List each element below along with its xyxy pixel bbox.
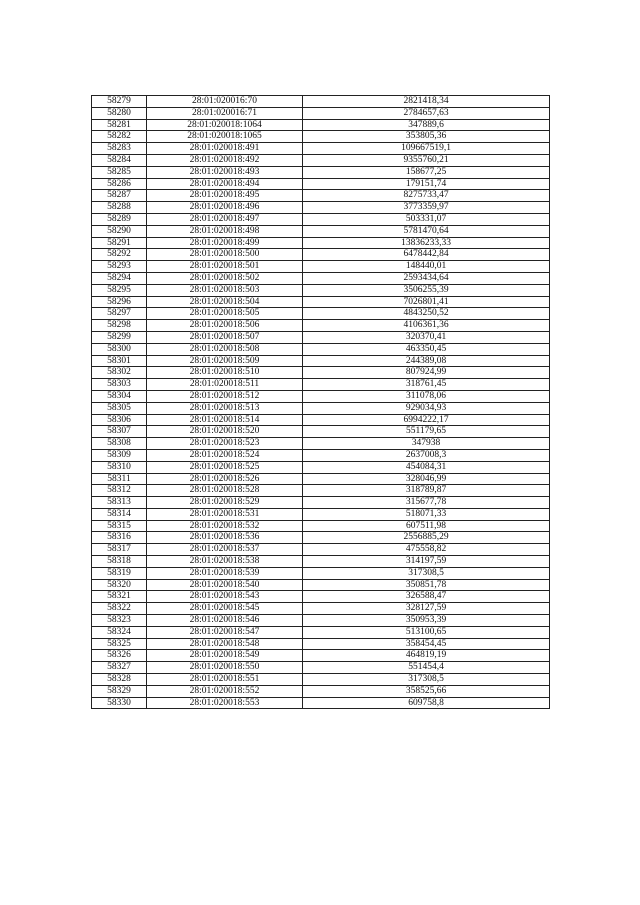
table-row — [92, 615, 550, 627]
cadastral-number-cell: 28:01:020018:531 — [147, 508, 303, 520]
value-cell: 5781470,64 — [303, 225, 550, 237]
cadastral-number-cell: 28:01:020018:503 — [147, 284, 303, 296]
value-cell: 347938 — [303, 438, 550, 450]
cadastral-number-cell: 28:01:020018:492 — [147, 154, 303, 166]
value-cell: 158677,25 — [303, 166, 550, 178]
table-row — [92, 438, 550, 450]
table-row — [92, 402, 550, 414]
table-row — [92, 119, 550, 131]
cadastral-number-cell: 28:01:020018:532 — [147, 520, 303, 532]
table-body — [92, 96, 550, 709]
cadastral-number-cell: 28:01:020018:524 — [147, 449, 303, 461]
value-cell: 518071,33 — [303, 508, 550, 520]
value-cell: 2556885,29 — [303, 532, 550, 544]
cadastral-number-cell: 28:01:020018:508 — [147, 343, 303, 355]
row-number-cell: 58314 — [92, 508, 147, 520]
cadastral-number-cell: 28:01:020018:525 — [147, 461, 303, 473]
value-cell: 318789,87 — [303, 485, 550, 497]
table-row — [92, 426, 550, 438]
value-cell: 464819,19 — [303, 650, 550, 662]
cadastral-number-cell: 28:01:020018:551 — [147, 674, 303, 686]
table-row — [92, 331, 550, 343]
cadastral-number-cell: 28:01:020018:553 — [147, 697, 303, 709]
cadastral-number-cell: 28:01:020018:499 — [147, 237, 303, 249]
row-number-cell: 58281 — [92, 119, 147, 131]
table-row — [92, 461, 550, 473]
value-cell: 4843250,52 — [303, 308, 550, 320]
table-row — [92, 662, 550, 674]
row-number-cell: 58315 — [92, 520, 147, 532]
cadastral-number-cell: 28:01:020018:548 — [147, 638, 303, 650]
row-number-cell: 58305 — [92, 402, 147, 414]
row-number-cell: 58282 — [92, 131, 147, 143]
table-row — [92, 178, 550, 190]
row-number-cell: 58306 — [92, 414, 147, 426]
cadastral-number-cell: 28:01:020018:538 — [147, 556, 303, 568]
cadastral-number-cell: 28:01:020018:514 — [147, 414, 303, 426]
table-row — [92, 567, 550, 579]
value-cell: 2784657,63 — [303, 107, 550, 119]
cadastral-number-cell: 28:01:020018:506 — [147, 320, 303, 332]
value-cell: 551179,65 — [303, 426, 550, 438]
row-number-cell: 58326 — [92, 650, 147, 662]
value-cell: 317308,5 — [303, 674, 550, 686]
table-row — [92, 697, 550, 709]
cadastral-number-cell: 28:01:020018:543 — [147, 591, 303, 603]
value-cell: 6478442,84 — [303, 249, 550, 261]
cadastral-number-cell: 28:01:020018:505 — [147, 308, 303, 320]
table-row — [92, 591, 550, 603]
cadastral-number-cell: 28:01:020018:545 — [147, 603, 303, 615]
table-row — [92, 131, 550, 143]
row-number-cell: 58308 — [92, 438, 147, 450]
table-row — [92, 626, 550, 638]
row-number-cell: 58303 — [92, 379, 147, 391]
value-cell: 13836233,33 — [303, 237, 550, 249]
table-row — [92, 96, 550, 108]
cadastral-number-cell: 28:01:020018:528 — [147, 485, 303, 497]
value-cell: 148440,01 — [303, 261, 550, 273]
table-row — [92, 674, 550, 686]
cadastral-number-cell: 28:01:020018:495 — [147, 190, 303, 202]
row-number-cell: 58287 — [92, 190, 147, 202]
value-cell: 347889,6 — [303, 119, 550, 131]
row-number-cell: 58324 — [92, 626, 147, 638]
row-number-cell: 58327 — [92, 662, 147, 674]
value-cell: 513100,65 — [303, 626, 550, 638]
cadastral-number-cell: 28:01:020018:494 — [147, 178, 303, 190]
value-cell: 109667519,1 — [303, 143, 550, 155]
row-number-cell: 58298 — [92, 320, 147, 332]
value-cell: 353805,36 — [303, 131, 550, 143]
row-number-cell: 58319 — [92, 567, 147, 579]
row-number-cell: 58321 — [92, 591, 147, 603]
value-cell: 244389,08 — [303, 355, 550, 367]
cadastral-number-cell: 28:01:020016:70 — [147, 96, 303, 108]
cadastral-number-cell: 28:01:020018:513 — [147, 402, 303, 414]
table-row — [92, 685, 550, 697]
cadastral-number-cell: 28:01:020018:510 — [147, 367, 303, 379]
value-cell: 6994222,17 — [303, 414, 550, 426]
cadastral-number-cell: 28:01:020018:552 — [147, 685, 303, 697]
value-cell: 551454,4 — [303, 662, 550, 674]
table-row — [92, 497, 550, 509]
table-row — [92, 237, 550, 249]
row-number-cell: 58329 — [92, 685, 147, 697]
cadastral-number-cell: 28:01:020018:529 — [147, 497, 303, 509]
cadastral-number-cell: 28:01:020018:549 — [147, 650, 303, 662]
value-cell: 609758,8 — [303, 697, 550, 709]
row-number-cell: 58291 — [92, 237, 147, 249]
table-row — [92, 249, 550, 261]
cadastral-number-cell: 28:01:020018:536 — [147, 532, 303, 544]
value-cell: 320370,41 — [303, 331, 550, 343]
value-cell: 358525,66 — [303, 685, 550, 697]
cadastral-number-cell: 28:01:020018:500 — [147, 249, 303, 261]
row-number-cell: 58284 — [92, 154, 147, 166]
cadastral-number-cell: 28:01:020018:493 — [147, 166, 303, 178]
table-row — [92, 225, 550, 237]
value-cell: 929034,93 — [303, 402, 550, 414]
cadastral-number-cell: 28:01:020018:504 — [147, 296, 303, 308]
table-row — [92, 367, 550, 379]
value-cell: 3506255,39 — [303, 284, 550, 296]
cadastral-number-cell: 28:01:020018:501 — [147, 261, 303, 273]
value-cell: 454084,31 — [303, 461, 550, 473]
cadastral-number-cell: 28:01:020018:502 — [147, 272, 303, 284]
row-number-cell: 58322 — [92, 603, 147, 615]
value-cell: 317308,5 — [303, 567, 550, 579]
table-row — [92, 143, 550, 155]
cadastral-number-cell: 28:01:020018:1065 — [147, 131, 303, 143]
row-number-cell: 58304 — [92, 390, 147, 402]
row-number-cell: 58289 — [92, 213, 147, 225]
table-row — [92, 272, 550, 284]
table-row — [92, 284, 550, 296]
row-number-cell: 58295 — [92, 284, 147, 296]
row-number-cell: 58288 — [92, 202, 147, 214]
value-cell: 9355760,21 — [303, 154, 550, 166]
value-cell: 807924,99 — [303, 367, 550, 379]
table-row — [92, 532, 550, 544]
row-number-cell: 58301 — [92, 355, 147, 367]
table-row — [92, 556, 550, 568]
table-row — [92, 296, 550, 308]
row-number-cell: 58310 — [92, 461, 147, 473]
table-row — [92, 579, 550, 591]
table-row — [92, 261, 550, 273]
row-number-cell: 58309 — [92, 449, 147, 461]
cadastral-value-table — [91, 95, 550, 709]
cadastral-number-cell: 28:01:020018:520 — [147, 426, 303, 438]
row-number-cell: 58297 — [92, 308, 147, 320]
table-row — [92, 650, 550, 662]
value-cell: 350953,39 — [303, 615, 550, 627]
row-number-cell: 58285 — [92, 166, 147, 178]
cadastral-number-cell: 28:01:020018:512 — [147, 390, 303, 402]
table-row — [92, 202, 550, 214]
cadastral-number-cell: 28:01:020018:498 — [147, 225, 303, 237]
value-cell: 475558,82 — [303, 544, 550, 556]
cadastral-number-cell: 28:01:020018:547 — [147, 626, 303, 638]
value-cell: 179151,74 — [303, 178, 550, 190]
row-number-cell: 58323 — [92, 615, 147, 627]
value-cell: 2821418,34 — [303, 96, 550, 108]
value-cell: 8275733,47 — [303, 190, 550, 202]
cadastral-number-cell: 28:01:020018:497 — [147, 213, 303, 225]
row-number-cell: 58317 — [92, 544, 147, 556]
table-row — [92, 343, 550, 355]
table-row — [92, 154, 550, 166]
value-cell: 315677,78 — [303, 497, 550, 509]
row-number-cell: 58280 — [92, 107, 147, 119]
row-number-cell: 58328 — [92, 674, 147, 686]
row-number-cell: 58325 — [92, 638, 147, 650]
cadastral-number-cell: 28:01:020018:496 — [147, 202, 303, 214]
row-number-cell: 58299 — [92, 331, 147, 343]
table-row — [92, 414, 550, 426]
table-row — [92, 603, 550, 615]
table-row — [92, 473, 550, 485]
row-number-cell: 58290 — [92, 225, 147, 237]
table-row — [92, 485, 550, 497]
table-row — [92, 308, 550, 320]
cadastral-number-cell: 28:01:020018:523 — [147, 438, 303, 450]
table-row — [92, 166, 550, 178]
row-number-cell: 58313 — [92, 497, 147, 509]
table-row — [92, 508, 550, 520]
cadastral-number-cell: 28:01:020018:526 — [147, 473, 303, 485]
table-row — [92, 520, 550, 532]
value-cell: 326588,47 — [303, 591, 550, 603]
row-number-cell: 58312 — [92, 485, 147, 497]
table-row — [92, 638, 550, 650]
cadastral-number-cell: 28:01:020018:540 — [147, 579, 303, 591]
value-cell: 311078,06 — [303, 390, 550, 402]
row-number-cell: 58294 — [92, 272, 147, 284]
value-cell: 503331,07 — [303, 213, 550, 225]
row-number-cell: 58300 — [92, 343, 147, 355]
cadastral-number-cell: 28:01:020018:1064 — [147, 119, 303, 131]
cadastral-number-cell: 28:01:020018:537 — [147, 544, 303, 556]
value-cell: 4106361,36 — [303, 320, 550, 332]
row-number-cell: 58330 — [92, 697, 147, 709]
cadastral-number-cell: 28:01:020018:507 — [147, 331, 303, 343]
table-row — [92, 390, 550, 402]
value-cell: 2593434,64 — [303, 272, 550, 284]
row-number-cell: 58293 — [92, 261, 147, 273]
value-cell: 7026801,41 — [303, 296, 550, 308]
row-number-cell: 58292 — [92, 249, 147, 261]
row-number-cell: 58311 — [92, 473, 147, 485]
value-cell: 463350,45 — [303, 343, 550, 355]
row-number-cell: 58286 — [92, 178, 147, 190]
value-cell: 358454,45 — [303, 638, 550, 650]
value-cell: 3773359,97 — [303, 202, 550, 214]
value-cell: 607511,98 — [303, 520, 550, 532]
cadastral-number-cell: 28:01:020018:511 — [147, 379, 303, 391]
row-number-cell: 58320 — [92, 579, 147, 591]
table-row — [92, 379, 550, 391]
cadastral-number-cell: 28:01:020016:71 — [147, 107, 303, 119]
value-cell: 328127,59 — [303, 603, 550, 615]
row-number-cell: 58316 — [92, 532, 147, 544]
row-number-cell: 58296 — [92, 296, 147, 308]
table-row — [92, 320, 550, 332]
row-number-cell: 58318 — [92, 556, 147, 568]
cadastral-number-cell: 28:01:020018:546 — [147, 615, 303, 627]
value-cell: 314197,59 — [303, 556, 550, 568]
value-cell: 328046,99 — [303, 473, 550, 485]
table-row — [92, 213, 550, 225]
table-row — [92, 355, 550, 367]
cadastral-number-cell: 28:01:020018:509 — [147, 355, 303, 367]
row-number-cell: 58307 — [92, 426, 147, 438]
row-number-cell: 58283 — [92, 143, 147, 155]
row-number-cell: 58302 — [92, 367, 147, 379]
table-row — [92, 190, 550, 202]
row-number-cell: 58279 — [92, 96, 147, 108]
value-cell: 318761,45 — [303, 379, 550, 391]
value-cell: 2637008,3 — [303, 449, 550, 461]
cadastral-number-cell: 28:01:020018:550 — [147, 662, 303, 674]
cadastral-number-cell: 28:01:020018:539 — [147, 567, 303, 579]
cadastral-number-cell: 28:01:020018:491 — [147, 143, 303, 155]
table-row — [92, 544, 550, 556]
value-cell: 350851,78 — [303, 579, 550, 591]
table-row — [92, 449, 550, 461]
table-row — [92, 107, 550, 119]
